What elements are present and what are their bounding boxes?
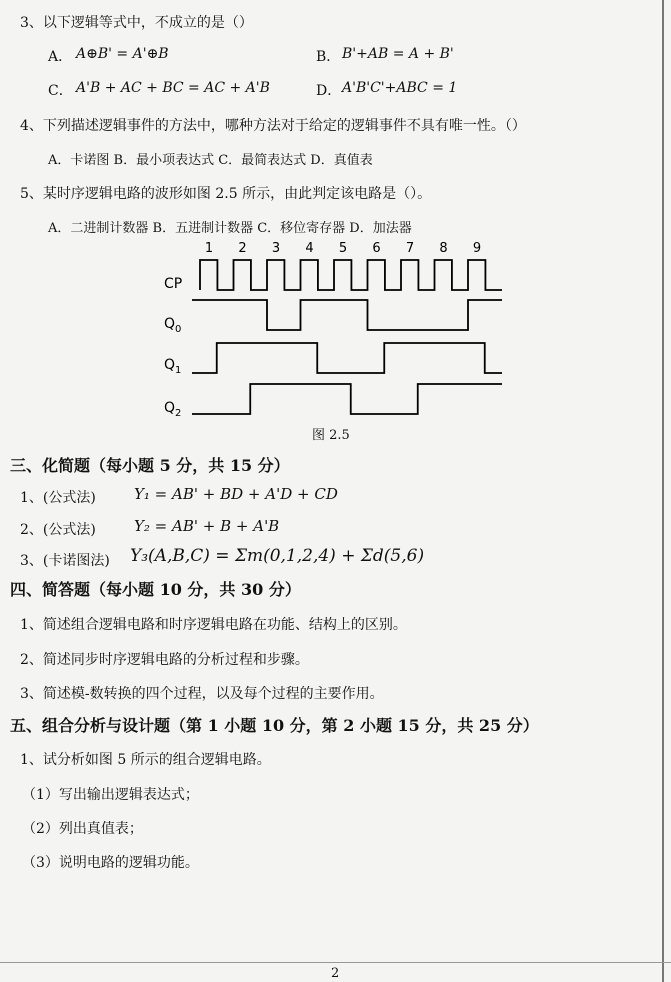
signal-labels (164, 276, 182, 419)
clock-number-2: 2 (238, 241, 247, 256)
q1-waveform (192, 343, 502, 373)
clock-number-9: 9 (472, 241, 482, 256)
signal-label-0: CP (164, 276, 183, 292)
sec5-q1: 1、试分析如图 5 所示的组合逻辑电路。 (20, 752, 271, 768)
figure-caption: 图 2.5 (312, 428, 350, 443)
sec3-p1-label: 1、(公式法) (20, 490, 96, 506)
clock-number-4: 4 (305, 241, 314, 256)
q3-option-d-expr: A'B'C'+ABC = 1 (342, 80, 458, 96)
clock-number-6: 6 (372, 241, 381, 256)
clock-number-7: 7 (405, 241, 415, 256)
sec3-p2-label: 2、(公式法) (20, 522, 96, 538)
page-border-bottom (0, 962, 671, 963)
clock-number-5: 5 (338, 241, 348, 256)
q3-stem: 3、以下逻辑等式中，不成立的是（） (20, 15, 253, 31)
waveform-figure (150, 236, 520, 446)
sec3-p2-expr: Y₂ = AB' + B + A'B (134, 517, 280, 535)
section-5-title: 五、组合分析与设计题（第 1 小题 10 分，第 2 小题 15 分，共 25 分） (10, 716, 539, 735)
clock-number-3: 3 (271, 241, 281, 256)
q5-options: A．二进制计数器 B．五进制计数器 C．移位寄存器 D．加法器 (48, 221, 412, 236)
signal-label-2: $Q_1$ (164, 357, 182, 376)
sec5-s3: （3）说明电路的逻辑功能。 (22, 855, 199, 871)
section-3-title: 三、化简题（每小题 5 分，共 15 分） (10, 456, 290, 475)
sec4-q2: 2、简述同步时序逻辑电路的分析过程和步骤。 (20, 652, 309, 668)
clock-number-1: 1 (204, 241, 214, 256)
page-border-right (662, 0, 664, 982)
q4-options: A．卡诺图 B．最小项表达式 C．最简表达式 D．真值表 (48, 153, 373, 168)
clock-number-8: 8 (439, 241, 448, 256)
q3-option-c-expr: A'B + AC + BC = AC + A'B (76, 80, 270, 96)
clock-number-labels (205, 241, 481, 256)
q2-waveform (192, 384, 502, 414)
q3-option-b-label: B． (316, 49, 341, 65)
sec5-s2: （2）列出真值表； (22, 821, 143, 837)
sec4-q1: 1、简述组合逻辑电路和时序逻辑电路在功能、结构上的区别。 (20, 617, 407, 633)
q3-option-c-label: C． (48, 83, 73, 99)
signal-label-3: $Q_2$ (164, 400, 182, 419)
sec3-p3-label: 3、(卡诺图法) (20, 553, 110, 569)
q4-stem: 4、下列描述逻辑事件的方法中，哪种方法对于给定的逻辑事件不具有唯一性。（） (20, 118, 526, 134)
q3-option-a-label: A． (48, 49, 73, 65)
cp-waveform (200, 260, 502, 290)
section-4-title: 四、简答题（每小题 10 分，共 30 分） (10, 580, 301, 599)
sec3-p3-expr: Y₃(A,B,C) = Σm(0,1,2,4) + Σd(5,6) (130, 546, 425, 566)
q3-option-d-label: D． (316, 83, 342, 99)
sec4-q3: 3、简述模-数转换的四个过程，以及每个过程的主要作用。 (20, 686, 384, 702)
sec5-s1: （1）写出输出逻辑表达式； (22, 787, 199, 803)
signal-label-1: $Q_0$ (164, 316, 182, 335)
q3-option-b-expr: B'+AB = A + B' (342, 46, 454, 62)
q5-stem: 5、某时序逻辑电路的波形如图 2.5 所示，由此判定该电路是（）。 (20, 186, 432, 202)
q0-waveform (192, 300, 502, 330)
sec3-p1-expr: Y₁ = AB' + BD + A'D + CD (134, 485, 338, 503)
page-number: 2 (331, 966, 340, 981)
q3-option-a-expr: A⊕B' = A'⊕B (76, 46, 169, 62)
